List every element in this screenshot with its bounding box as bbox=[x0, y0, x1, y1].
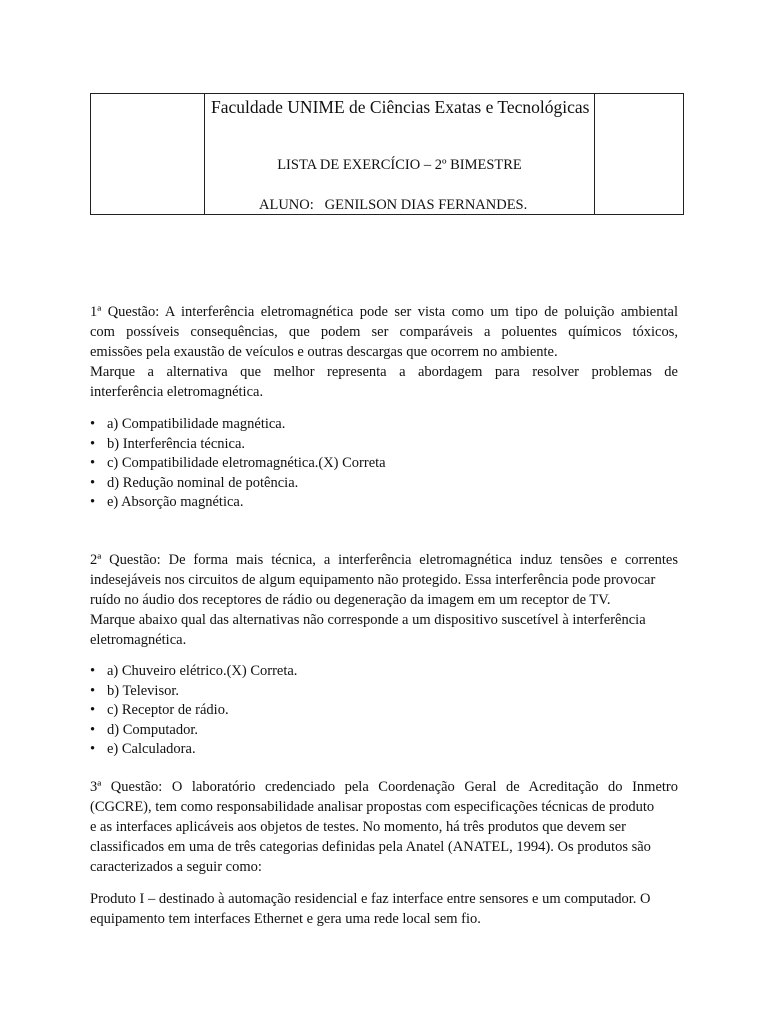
question-line: com possíveis consequências, que podem ser comparáveis a poluentes químicos tóxicos, bbox=[90, 324, 678, 340]
option-item: • b) Interferência técnica. bbox=[90, 435, 386, 455]
option-item: • d) Computador. bbox=[90, 721, 297, 741]
produto-1 bbox=[90, 889, 678, 929]
question-line: classificados em uma de três categorias definidas pela Anatel (ANATEL, 1994). Os produtos são bbox=[90, 839, 651, 855]
header-cell-right bbox=[595, 94, 683, 214]
question-line: 3ª Questão: O laboratório credenciado pela Coordenação Geral de Acreditação do Inmetro bbox=[90, 779, 678, 795]
question-3 bbox=[90, 777, 678, 877]
option-item: • e) Calculadora. bbox=[90, 740, 297, 760]
option-item: • a) Chuveiro elétrico.(X) Correta. bbox=[90, 662, 297, 682]
question-line: caracterizados a seguir como: bbox=[90, 859, 262, 875]
option-item: • a) Compatibilidade magnética. bbox=[90, 415, 386, 435]
question-line: 2ª Questão: De forma mais técnica, a interferência eletromagnética induz tensões e correntes bbox=[90, 552, 678, 568]
question-line: ruído no áudio dos receptores de rádio ou degeneração da imagem em um receptor de TV. bbox=[90, 592, 611, 608]
question-line: Marque a alternativa que melhor representa a abordagem para resolver problemas de bbox=[90, 364, 678, 380]
student-name: ALUNO: GENILSON DIAS FERNANDES. bbox=[259, 197, 528, 213]
question-line: indesejáveis nos circuitos de algum equipamento não protegido. Essa interferência pode provocar bbox=[90, 572, 656, 588]
list-title: LISTA DE EXERCÍCIO – 2º BIMESTRE bbox=[277, 157, 522, 173]
institution-name: Faculdade UNIME de Ciências Exatas e Tecnológicas bbox=[211, 97, 590, 117]
option-item: • d) Redução nominal de potência. bbox=[90, 474, 386, 494]
option-item: • b) Televisor. bbox=[90, 682, 297, 702]
question-line: 1ª Questão: A interferência eletromagnética pode ser vista como um tipo de poluição ambiental bbox=[90, 304, 678, 320]
option-item: • e) Absorção magnética. bbox=[90, 493, 386, 513]
header-cell-center bbox=[205, 94, 595, 214]
header-cell-left bbox=[91, 94, 205, 214]
question-2 bbox=[90, 550, 678, 650]
question-line: (CGCRE), tem como responsabilidade analisar propostas com especificações técnicas de produto bbox=[90, 799, 655, 815]
question-line: interferência eletromagnética. bbox=[90, 384, 264, 400]
paragraph-line: equipamento tem interfaces Ethernet e gera uma rede local sem fio. bbox=[90, 911, 481, 927]
question-1-options bbox=[90, 415, 386, 513]
question-line: Marque abaixo qual das alternativas não corresponde a um dispositivo suscetível à interferência bbox=[90, 612, 646, 628]
option-item: • c) Receptor de rádio. bbox=[90, 701, 297, 721]
question-1 bbox=[90, 302, 678, 402]
question-line: emissões pela exaustão de veículos e outras descargas que ocorrem no ambiente. bbox=[90, 344, 558, 360]
question-line: e as interfaces aplicáveis aos objetos de testes. No momento, há três produtos que devem ser bbox=[90, 819, 626, 835]
question-line: eletromagnética. bbox=[90, 632, 187, 648]
option-item: • c) Compatibilidade eletromagnética.(X) Correta bbox=[90, 454, 386, 474]
header-table bbox=[90, 93, 684, 215]
question-2-options bbox=[90, 662, 297, 760]
paragraph-line: Produto I – destinado à automação residencial e faz interface entre sensores e um computador. O bbox=[90, 891, 651, 907]
